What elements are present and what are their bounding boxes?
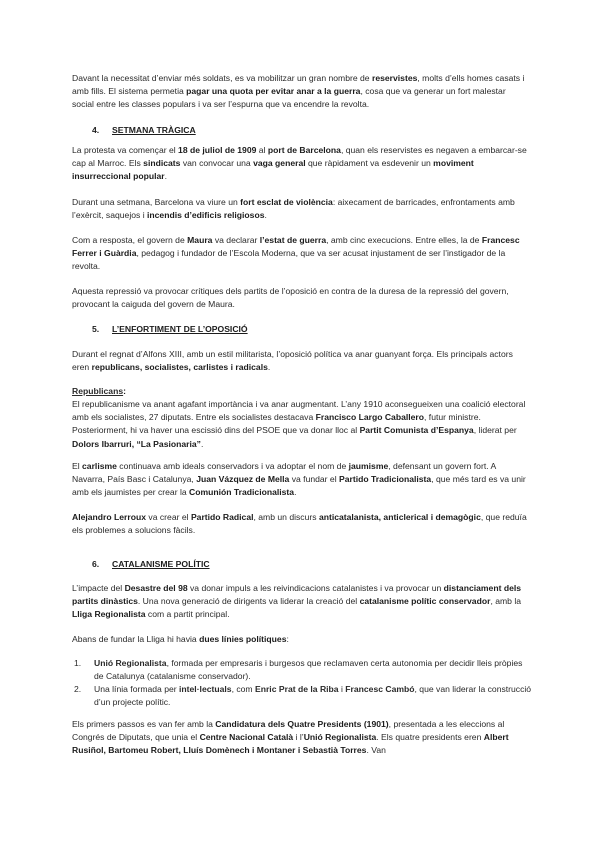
bold-text: 18 de juliol de 1909 bbox=[178, 145, 257, 155]
text-run: La protesta va començar el bbox=[72, 145, 179, 155]
text-run: . bbox=[264, 210, 267, 221]
section-title: L’ENFORTIMENT DE L’OPOSICIÓ bbox=[112, 324, 248, 334]
text-run: . bbox=[164, 171, 168, 182]
text-run: El bbox=[72, 461, 83, 471]
text-run: va fundar el bbox=[289, 474, 340, 485]
paragraph-p10 bbox=[72, 582, 530, 622]
text-run: Durant el regnat d’Alfons XIII, amb un estil militarista, l’oposició política va anar guanyant força. Els principals actors eren bbox=[72, 349, 513, 373]
text-run: . Una nova generació de dirigents va liderar la creació del bbox=[137, 596, 360, 607]
section-number: 4. bbox=[92, 125, 100, 135]
text-run: Abans de fundar la Lliga hi havia bbox=[72, 634, 200, 644]
text-run: , quan els reservistes es negaven a embarcar-se cap al Marroc. Els bbox=[72, 145, 527, 169]
list-item bbox=[74, 657, 534, 683]
bold-text: pagar una quota per evitar anar a la guerra bbox=[186, 86, 361, 97]
text-run: , pedagog i fundador de l’Escola Moderna, que va ser acusat injustament de ser l’instigador de la revolta. bbox=[72, 248, 506, 272]
bold-text: Dolors Ibarruri, “La Pasionaria” bbox=[72, 438, 201, 449]
text-run: . bbox=[267, 362, 271, 373]
bold-text: Partido Radical bbox=[190, 512, 254, 522]
paragraph-p11 bbox=[72, 633, 530, 646]
text-run: : aixecament de barricades, enfrontaments amb l’exèrcit, saquejos i bbox=[72, 197, 515, 221]
text-run: Com a resposta, el govern de bbox=[72, 235, 188, 245]
paragraph-p8 bbox=[72, 460, 530, 500]
text-run: i l’ bbox=[293, 732, 304, 743]
bold-text: Alejandro Lerroux bbox=[72, 512, 147, 522]
text-run: al bbox=[256, 145, 268, 155]
bold-text: distanciament dels partits dinàstics bbox=[72, 583, 522, 607]
text-run: , cosa que va generar un fort malestar social entre les classes populars i va ser l’espurna que va encendre la revolta. bbox=[72, 86, 506, 110]
section-title: CATALANISME POLÍTIC bbox=[112, 559, 210, 569]
list-number: 1. bbox=[74, 658, 82, 668]
bold-text: Partido Tradicionalista bbox=[339, 474, 432, 485]
text-run: , que van liderar la construcció d’un projecte polític. bbox=[94, 684, 532, 708]
text-run: . Van bbox=[366, 745, 386, 756]
text-run: que ràpidament va esdevenir un bbox=[305, 158, 434, 169]
text-run: L’impacte del bbox=[72, 583, 125, 593]
paragraph-p7 bbox=[72, 398, 530, 451]
text-run: Davant la necessitat d’enviar més soldats, es va mobilitzar un gran nombre de bbox=[72, 73, 372, 83]
text-run: , amb un discurs bbox=[253, 512, 319, 522]
text-run: , que més tard es va unir amb els jaumistes per crear la bbox=[72, 474, 526, 498]
bold-text: port de Barcelona bbox=[267, 145, 341, 155]
bold-text: jaumisme bbox=[348, 461, 389, 471]
text-run: , que reduïa els problemes a solucions fàcils. bbox=[72, 512, 527, 536]
bold-text: catalanisme polític conservador bbox=[359, 596, 491, 607]
text-run: i bbox=[338, 684, 346, 694]
bold-text: sindicats bbox=[143, 158, 181, 169]
text-run: , molts d’ells homes casats i amb fills. El sistema permetia bbox=[72, 73, 525, 97]
bold-text: intel·lectuals bbox=[179, 684, 232, 694]
text-run: com a partit principal. bbox=[145, 609, 230, 620]
bold-text: Unió Regionalista bbox=[303, 732, 377, 743]
bold-text: moviment insurreccional popular bbox=[72, 158, 474, 182]
section-number: 6. bbox=[92, 559, 100, 569]
text-run: Aquesta repressió va provocar crítiques dels partits de l’oposició en contra de la duresa de la repressió del govern, provocant la caiguda del govern de Maura. bbox=[72, 286, 509, 310]
text-run: . bbox=[294, 487, 297, 498]
bold-text: Juan Vázquez de Mella bbox=[196, 474, 290, 485]
text-run: : bbox=[286, 634, 289, 644]
bold-text: l’estat de guerra bbox=[259, 235, 327, 245]
text-run: , com bbox=[231, 684, 255, 694]
text-run: Una línia formada per bbox=[94, 684, 180, 694]
paragraph-p6 bbox=[72, 348, 530, 374]
text-run: va donar impuls a les reivindicacions catalanistes i va provocar un bbox=[187, 583, 444, 593]
bold-text: Enric Prat de la Riba bbox=[254, 684, 339, 694]
bold-text: Centre Nacional Català bbox=[199, 732, 294, 743]
subheading-label: Republicans bbox=[72, 386, 124, 396]
text-run: El republicanisme va anant agafant importància i va anar augmentant. L’any 1910 aconsegueixen una coalició electoral amb els socialistes, 27 diputats. Entre els socialistes destacava bbox=[72, 399, 526, 423]
paragraph-p1 bbox=[72, 72, 530, 112]
bold-text: Francesc Cambó bbox=[345, 684, 415, 694]
paragraph-p9 bbox=[72, 511, 530, 537]
bold-text: Albert Rusiñol, Bartomeu Robert, Lluís Domènech i Montaner i Sebastià Torres bbox=[72, 732, 509, 756]
text-run: , presentada a les eleccions al Congrés de Diputats, que unia el bbox=[72, 719, 505, 743]
bold-text: Francesc Ferrer i Guàrdia bbox=[72, 235, 520, 259]
bold-text: dues línies polítiques bbox=[199, 634, 287, 644]
bold-text: Francisco Largo Caballero bbox=[315, 412, 425, 423]
bold-text: Partit Comunista d’Espanya bbox=[359, 425, 474, 436]
bold-text: republicans, socialistes, carlistes i radicals bbox=[91, 362, 268, 373]
list-number: 2. bbox=[74, 684, 82, 694]
paragraph-p2 bbox=[72, 144, 530, 184]
paragraph-p3 bbox=[72, 196, 530, 222]
bold-text: Desastre del 98 bbox=[124, 583, 188, 593]
text-run: continuava amb ideals conservadors i va adoptar el nom de bbox=[116, 461, 349, 471]
text-run: , futur ministre. Posteriorment, hi va haver una escissió dins del PSOE que va donar lloc al bbox=[72, 412, 481, 436]
bold-text: incendis d’edificis religiosos bbox=[147, 210, 265, 221]
text-run: van convocar una bbox=[180, 158, 254, 169]
bold-text: Candidatura dels Quatre Presidents (1901) bbox=[215, 719, 389, 729]
bold-text: Unió Regionalista bbox=[94, 658, 167, 668]
text-run: , defensant un govern fort. A Navarra, País Basc i Catalunya, bbox=[72, 461, 496, 485]
paragraph-p5 bbox=[72, 285, 530, 311]
bold-text: carlisme bbox=[82, 461, 117, 471]
text-run: , liderat per bbox=[473, 425, 517, 436]
text-run: . bbox=[200, 438, 204, 449]
bold-text: Lliga Regionalista bbox=[72, 609, 146, 620]
bold-text: anticatalanista, anticlerical i demagògic bbox=[318, 512, 481, 522]
bold-text: reservistes bbox=[371, 73, 418, 83]
paragraph-p12 bbox=[72, 718, 530, 758]
text-run: va declarar bbox=[212, 235, 260, 245]
paragraph-p4 bbox=[72, 234, 530, 274]
text-run: va crear el bbox=[146, 512, 191, 522]
text-run: Els primers passos es van fer amb la bbox=[72, 719, 216, 729]
list-item bbox=[74, 683, 534, 709]
text-run: , amb la bbox=[490, 596, 522, 607]
section-number: 5. bbox=[92, 324, 100, 334]
text-run: . Els quatre presidents eren bbox=[376, 732, 484, 743]
text-run: , amb cinc execucions. Entre elles, la de bbox=[326, 235, 482, 245]
section-title: SETMANA TRÀGICA bbox=[112, 125, 196, 135]
text-run: Durant una setmana, Barcelona va viure un bbox=[72, 197, 241, 207]
bold-text: fort esclat de violència bbox=[240, 197, 333, 207]
text-run: , formada per empresaris i burgesos que reclamaven certa autonomia per decidir lleis pròpies de Catalunya (catalanisme conservador). bbox=[94, 658, 523, 682]
bold-text: Maura bbox=[187, 235, 213, 245]
bold-text: vaga general bbox=[253, 158, 306, 169]
bold-text: Comunión Tradicionalista bbox=[189, 487, 295, 498]
subheading-republicans: Republicans: bbox=[72, 386, 126, 396]
